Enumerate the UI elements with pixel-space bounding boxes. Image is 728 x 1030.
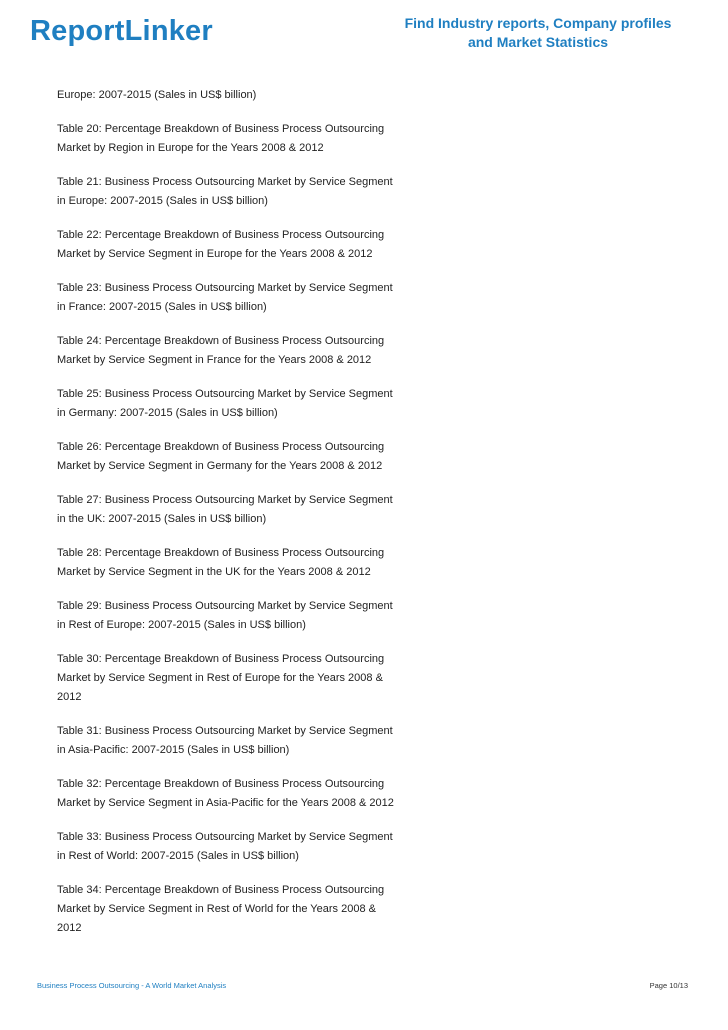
page-footer — [0, 976, 728, 996]
toc-entry: Table 34: Percentage Breakdown of Business Process Outsourcing Market by Service Segment in Rest of World for the Years 2008 & 2012 — [57, 884, 385, 934]
tagline-line-1: Find Industry reports, Company profiles — [404, 15, 672, 31]
toc-entry: Table 27: Business Process Outsourcing Market by Service Segment in the UK: 2007-2015 (Sales in US$ billion) — [57, 494, 393, 525]
table-of-contents — [57, 86, 397, 953]
page-number: Page 10/13 — [649, 981, 688, 990]
toc-entry: Table 28: Percentage Breakdown of Business Process Outsourcing Market by Service Segment in the UK for the Years 2008 & 2012 — [57, 547, 385, 578]
footer-report-title-link[interactable]: Business Process Outsourcing - A World Market Analysis — [37, 981, 227, 990]
toc-entry: Europe: 2007-2015 (Sales in US$ billion) — [57, 89, 257, 101]
toc-entry: Table 23: Business Process Outsourcing Market by Service Segment in France: 2007-2015 (Sales in US$ billion) — [57, 282, 393, 313]
toc-entry: Table 22: Percentage Breakdown of Business Process Outsourcing Market by Service Segment in Europe for the Years 2008 & 2012 — [57, 229, 385, 260]
tagline-line-2: and Market Statistics — [467, 34, 609, 50]
toc-entry: Table 24: Percentage Breakdown of Business Process Outsourcing Market by Service Segment in France for the Years 2008 & 2012 — [57, 335, 385, 366]
toc-entry: Table 30: Percentage Breakdown of Business Process Outsourcing Market by Service Segment in Rest of Europe for the Years 2008 & 2012 — [57, 653, 385, 703]
reportlinker-logo[interactable]: ReportLinker — [30, 15, 213, 47]
page-header — [0, 0, 728, 70]
toc-entry: Table 26: Percentage Breakdown of Business Process Outsourcing Market by Service Segment in Germany for the Years 2008 & 2012 — [57, 441, 385, 472]
toc-entry: Table 32: Percentage Breakdown of Business Process Outsourcing Market by Service Segment in Asia-Pacific for the Years 2008 & 2012 — [57, 778, 394, 809]
toc-entry: Table 25: Business Process Outsourcing Market by Service Segment in Germany: 2007-2015 (Sales in US$ billion) — [57, 388, 393, 419]
header-tagline — [388, 14, 688, 52]
toc-entry: Table 20: Percentage Breakdown of Business Process Outsourcing Market by Region in Europe for the Years 2008 & 2012 — [57, 123, 385, 154]
toc-entry: Table 29: Business Process Outsourcing Market by Service Segment in Rest of Europe: 2007-2015 (Sales in US$ billion) — [57, 600, 393, 631]
toc-entry: Table 21: Business Process Outsourcing Market by Service Segment in Europe: 2007-2015 (Sales in US$ billion) — [57, 176, 393, 207]
toc-entry: Table 33: Business Process Outsourcing Market by Service Segment in Rest of World: 2007-2015 (Sales in US$ billion) — [57, 831, 393, 862]
toc-entry: Table 31: Business Process Outsourcing Market by Service Segment in Asia-Pacific: 2007-2015 (Sales in US$ billion) — [57, 725, 393, 756]
